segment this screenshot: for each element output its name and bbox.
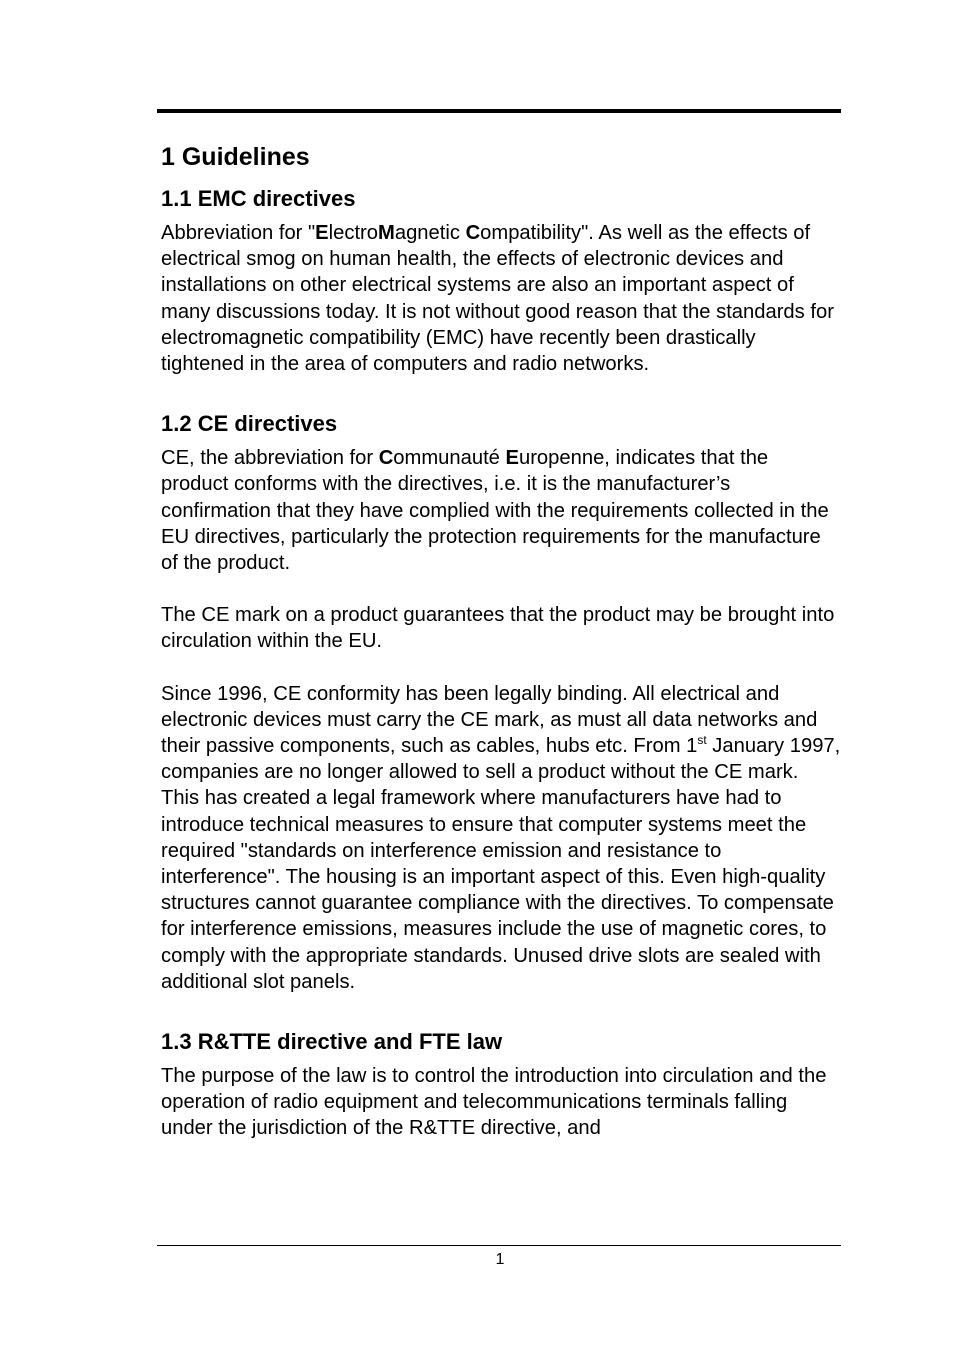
paragraph-ce-definition: CE, the abbreviation for Communauté Europenne, indicates that the product conforms with the directives, i.e. it is the manufacturer’s confirmation that they have complied with the requirements collected in the EU directives, particularly the protection requirements for the manufacture of the product. [161, 447, 829, 575]
header-rule [157, 109, 841, 113]
footer-rule [157, 1245, 841, 1246]
paragraph-rtte: The purpose of the law is to control the introduction into circulation and the operation of radio equipment and telecommunications terminals falling under the jurisdiction of the R&TTE directive, and [161, 1065, 827, 1140]
paragraph-emc: Abbreviation for "ElectroMagnetic Compatibility". As well as the effects of electrical smog on human health, the effects of electronic devices and installations on other electrical systems are also an important aspect of many discussions today. It is not without good reason that the standards for electromagnetic compatibility (EMC) have recently been drastically tightened in the area of computers and radio networks. [161, 222, 834, 376]
section-heading-ce: 1.2 CE directives [161, 411, 338, 437]
section-heading-emc: 1.1 EMC directives [161, 186, 356, 211]
section-heading-rtte: 1.3 R&TTE directive and FTE law [161, 1029, 503, 1055]
chapter-title: 1 Guidelines [161, 143, 310, 171]
page-number: 1 [495, 1251, 505, 1268]
paragraph-ce-conformity: Since 1996, CE conformity has been legally binding. All electrical and electronic devices must carry the CE mark, as must all data networks and their passive components, such as cables, hubs etc. From 1st January 1997, companies are no longer allowed to sell a product without the CE mark. This has created a legal framework where manufacturers have had to introduce technical measures to ensure that computer systems meet the required "standards on interference emission and resistance to interference". The housing is an important aspect of this. Even high-quality structures cannot guarantee compliance with the directives. To compensate for interference emissions, measures include the use of magnetic cores, to comply with the appropriate standards. Unused drive slots are sealed with additional slot panels. [161, 682, 841, 993]
paragraph-ce-mark: The CE mark on a product guarantees that the product may be brought into circulation within the EU. [161, 604, 835, 653]
page-body [161, 141, 841, 1142]
